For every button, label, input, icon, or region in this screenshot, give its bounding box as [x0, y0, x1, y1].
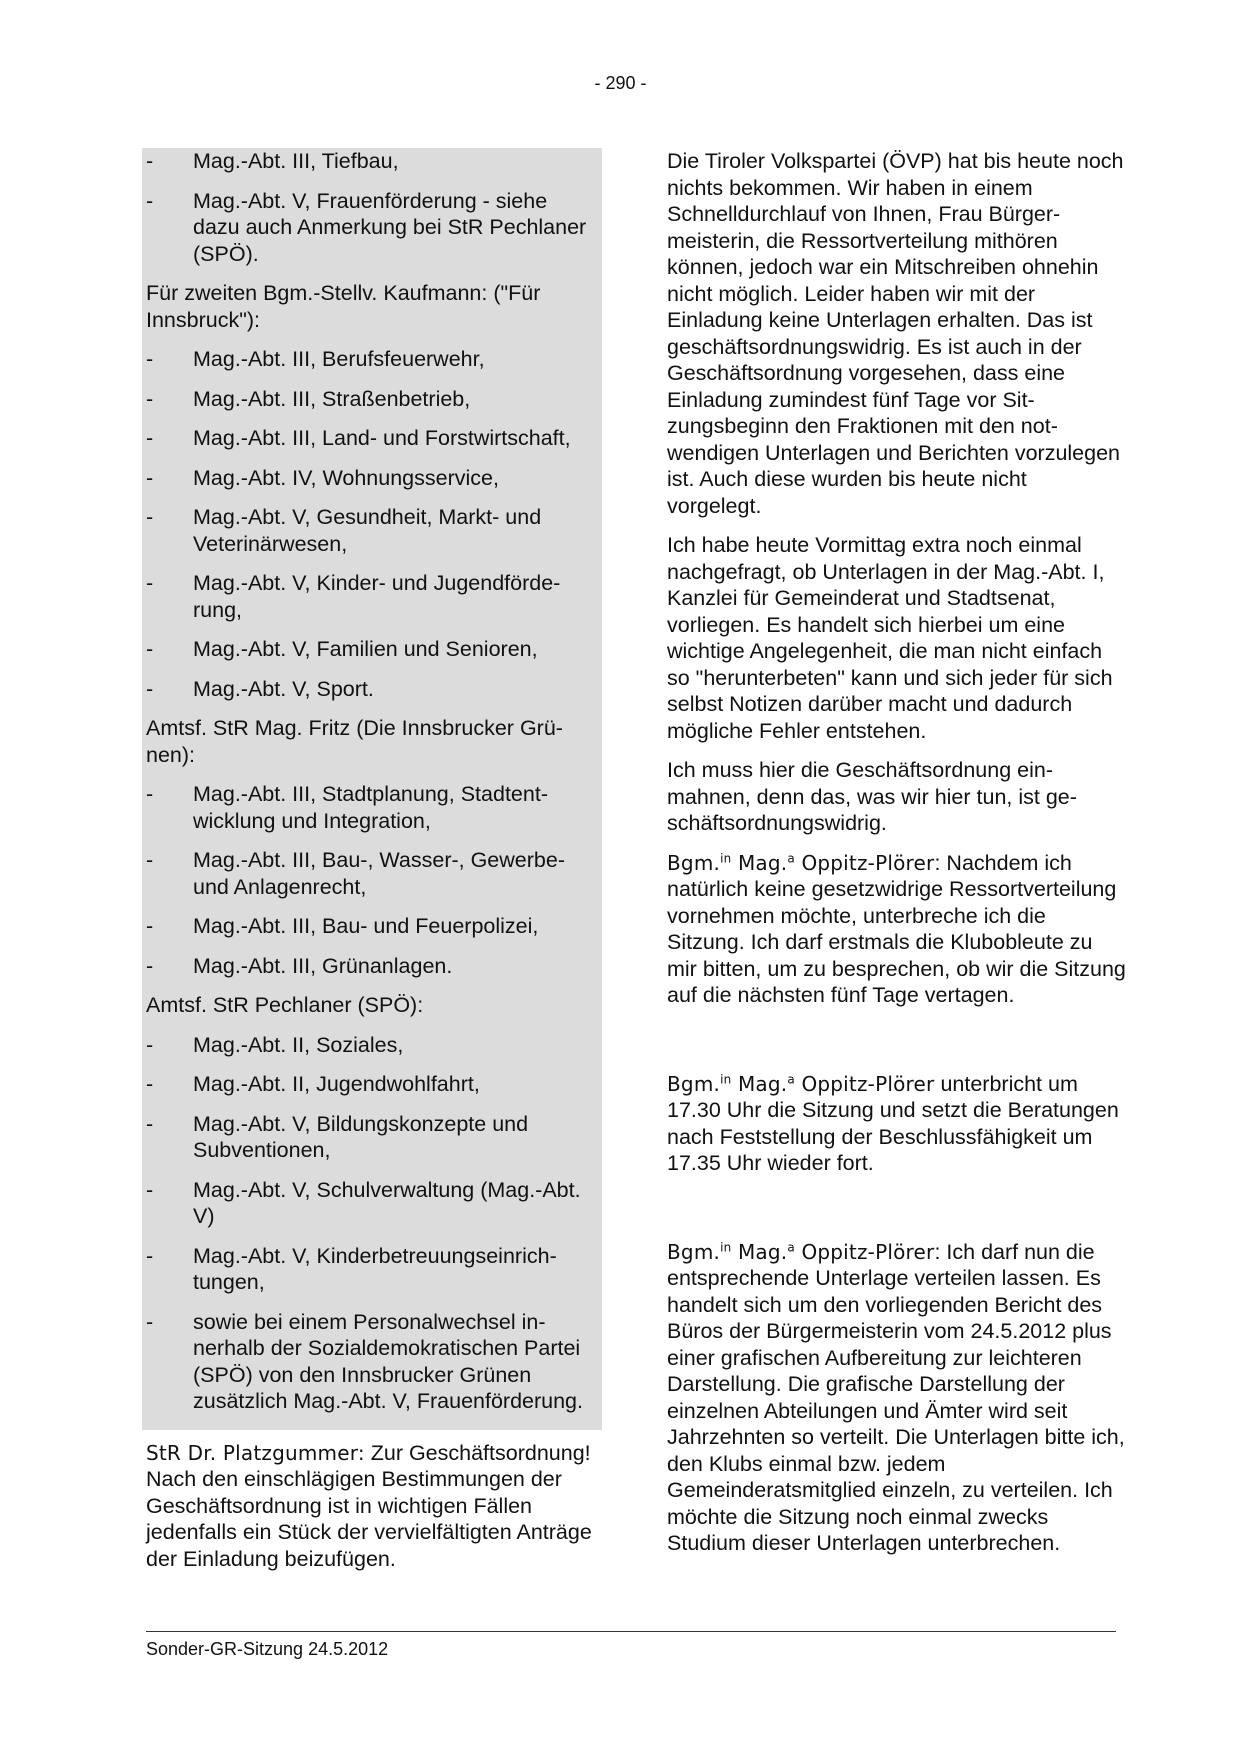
page-number: - 290 - — [594, 73, 647, 93]
list-dash: - — [146, 676, 154, 701]
ressort-list-block — [142, 148, 602, 1430]
list-item — [146, 465, 598, 492]
speaker-mayor: Bgm.$^{in}$ Mag.$^a$ Oppitz-Plörer — [667, 850, 935, 875]
list-item — [146, 1177, 598, 1230]
statement-text: Zur Geschäftsordnung! Nach den einschlägigen Bestimmungen der Geschäftsordnung ist in wichtigen Fällen jedenfalls ein Stück der vervielfältigten Anträge der Einladung beizufügen. — [146, 1440, 592, 1571]
list-dash: - — [146, 1032, 154, 1057]
footer: Sonder-GR-Sitzung 24.5.2012 — [146, 1639, 389, 1659]
list-item — [146, 913, 598, 940]
list-item — [146, 148, 598, 175]
list-item-text: sowie bei einem Personalwechsel innerhalb der Sozialdemokratischen Partei (SPÖ) von den Innsbrucker Grünen zusätzlich Mag.-Abt. V, Frauenförderung. — [193, 1309, 583, 1413]
left-column — [146, 148, 598, 1585]
list-dash: - — [146, 848, 154, 872]
list-item-text: Mag.-Abt. V, Kinderbetreuungseinrichtungen, — [193, 1243, 557, 1294]
list-item-text: Mag.-Abt. V, Sport. — [193, 676, 374, 701]
list-item-text: Mag.-Abt. III, Bau-, Wasser-, Gewerbe- und Anlagenrecht, — [193, 848, 565, 899]
list-item-text: Mag.-Abt. IV, Wohnungsservice, — [193, 465, 499, 490]
list-item-text: Mag.-Abt. V, Familien und Senioren, — [193, 637, 538, 661]
speaker-mayor: Bgm.$^{in}$ Mag.$^a$ Oppitz-Plörer — [667, 1071, 935, 1096]
paragraph: Ich habe heute Vormittag extra noch einmal nachgefragt, ob Unterlagen in der Mag.-Abt. I, Kanzlei für Gemeinderat und Stadtsenat, vorliegen. Es handelt sich hierbei um eine wichtige Angelegenheit, die man nicht einfach so "herunterbeten" kann und sich jeder für sich selbst Notizen darüber macht und dadurch mögliche Fehler entstehen. — [667, 533, 1113, 743]
list-dash: - — [146, 1243, 154, 1268]
list-item-text: Mag.-Abt. III, Straßenbetrieb, — [193, 386, 471, 411]
list-item — [146, 386, 598, 413]
list-item — [146, 847, 598, 900]
list-dash: - — [146, 386, 154, 411]
list-item-text: Mag.-Abt. III, Berufsfeuerwehr, — [193, 347, 485, 371]
list-item — [146, 504, 598, 557]
section-heading: Amtsf. StR Pechlaner (SPÖ): — [146, 993, 424, 1017]
list-dash: - — [146, 1177, 154, 1202]
list-item-text: Mag.-Abt. V, Schulverwaltung (Mag.-Abt. V) — [193, 1177, 581, 1228]
list-item — [146, 1032, 598, 1059]
list-dash: - — [146, 426, 154, 450]
list-dash: - — [146, 505, 154, 529]
list-dash: - — [146, 953, 154, 978]
speaker-platzgummer: StR Dr. Platzgummer: — [146, 1440, 365, 1465]
list-item — [146, 1111, 598, 1164]
paragraph: Die Tiroler Volkspartei (ÖVP) hat bis heute noch nichts bekommen. Wir haben in einem Schnelldurchlauf von Ihnen, Frau Bürgermeisterin, die Ressortverteilung mithören können, jedoch war ein Mitschreiben ohnehin nicht möglich. Leider haben wir mit der Einladung keine Unterlagen erhalten. Das ist geschäftsordnungswidrig. Es ist auch in der Geschäftsordnung vorgesehen, dass eine Einladung zumindest fünf Tage vor Sitzungsbeginn den Fraktionen mit den notwendigen Unterlagen und Berichten vorzulegen ist. Auch diese wurden bis heute nicht vorgelegt. — [667, 149, 1124, 518]
list-item — [146, 1309, 598, 1415]
list-item-text: Mag.-Abt. V, Bildungskonzepte und Subventionen, — [193, 1111, 529, 1162]
list-item-text: Mag.-Abt. V, Kinder- und Jugendförderung, — [193, 571, 561, 622]
mayor-statement: Bgm.$^{in}$ Mag.$^a$ Oppitz-Plörer: Nachdem ich natürlich keine gesetzwidrige Ressortverteilung vornehmen möchte, unterbreche ich die Sitzung. Ich darf erstmals die Klubobleute zu mir bitten, um zu besprechen, ob wir die Sitzung auf die nächsten fünf Tage vertagen. — [667, 850, 1126, 1007]
list-item-text: Mag.-Abt. III, Bau- und Feuerpolizei, — [193, 914, 539, 938]
list-item-text: Mag.-Abt. III, Tiefbau, — [193, 149, 399, 173]
list-dash: - — [146, 782, 154, 806]
list-dash: - — [146, 188, 154, 213]
mayor-statement: Bgm.$^{in}$ Mag.$^a$ Oppitz-Plörer: Ich darf nun die entsprechende Unterlage verteilen lassen. Es handelt sich um den vorliegenden Bericht des Büros der Bürgermeisterin vom 24.5.2012 plus einer grafischen Aufbereitung zur leichteren Darstellung. Die grafische Darstellung der einzelnen Abteilungen und Ämter wird seit Jahrzehnten so verteilt. Die Unterlagen bitte ich, den Klubs einmal bzw. jedem Gemeinderatsmitglied einzeln, zu verteilen. Ich möchte die Sitzung noch einmal zwecks Studium dieser Unterlagen unterbrechen. — [667, 1239, 1125, 1555]
paragraph: Ich muss hier die Geschäftsordnung einmahnen, denn das, was wir hier tun, ist geschäftsordnungswidrig. — [667, 758, 1077, 835]
list-dash: - — [146, 1072, 154, 1096]
speaker-mayor: Bgm.$^{in}$ Mag.$^a$ Oppitz-Plörer — [667, 1239, 935, 1264]
list-dash: - — [146, 637, 154, 661]
list-dash: - — [146, 465, 154, 490]
mayor-interruption-note: Bgm.$^{in}$ Mag.$^a$ Oppitz-Plörer unterbricht um 17.30 Uhr die Sitzung und setzt die Beratungen nach Feststellung der Beschlussfähigkeit um 17.35 Uhr wieder fort. — [667, 1071, 1119, 1175]
list-item — [146, 1243, 598, 1296]
list-dash: - — [146, 1309, 154, 1334]
list-dash: - — [146, 347, 154, 371]
list-item — [146, 425, 598, 452]
section-heading: Amtsf. StR Mag. Fritz (Die Innsbrucker Grünen): — [146, 716, 563, 767]
list-dash: - — [146, 149, 154, 173]
list-item-text: Mag.-Abt. II, Jugendwohlfahrt, — [193, 1072, 480, 1096]
list-item-text: Mag.-Abt. III, Stadtplanung, Stadtentwicklung und Integration, — [193, 782, 548, 833]
list-item — [146, 676, 598, 703]
list-item — [146, 188, 598, 268]
list-item — [146, 346, 598, 373]
list-item-text: Mag.-Abt. V, Gesundheit, Markt- und Veterinärwesen, — [193, 505, 542, 556]
footer-divider — [146, 1631, 1116, 1632]
list-item — [146, 1071, 598, 1098]
section-heading: Für zweiten Bgm.-Stellv. Kaufmann: ("Für Innsbruck"): — [146, 281, 541, 332]
list-dash: - — [146, 1111, 154, 1136]
platzgummer-statement — [146, 1440, 598, 1573]
list-item — [146, 636, 598, 663]
list-item-text: Mag.-Abt. III, Land- und Forstwirtschaft, — [193, 426, 571, 450]
list-item-text: Mag.-Abt. II, Soziales, — [193, 1032, 404, 1057]
list-item — [146, 570, 598, 623]
list-dash: - — [146, 571, 154, 595]
list-item — [146, 781, 598, 834]
list-dash: - — [146, 914, 154, 938]
list-item-text: Mag.-Abt. III, Grünanlagen. — [193, 953, 453, 978]
right-column — [667, 148, 1127, 1570]
list-item-text: Mag.-Abt. V, Frauenförderung - siehe dazu auch Anmerkung bei StR Pechlaner (SPÖ). — [193, 188, 587, 266]
list-item — [146, 953, 598, 980]
